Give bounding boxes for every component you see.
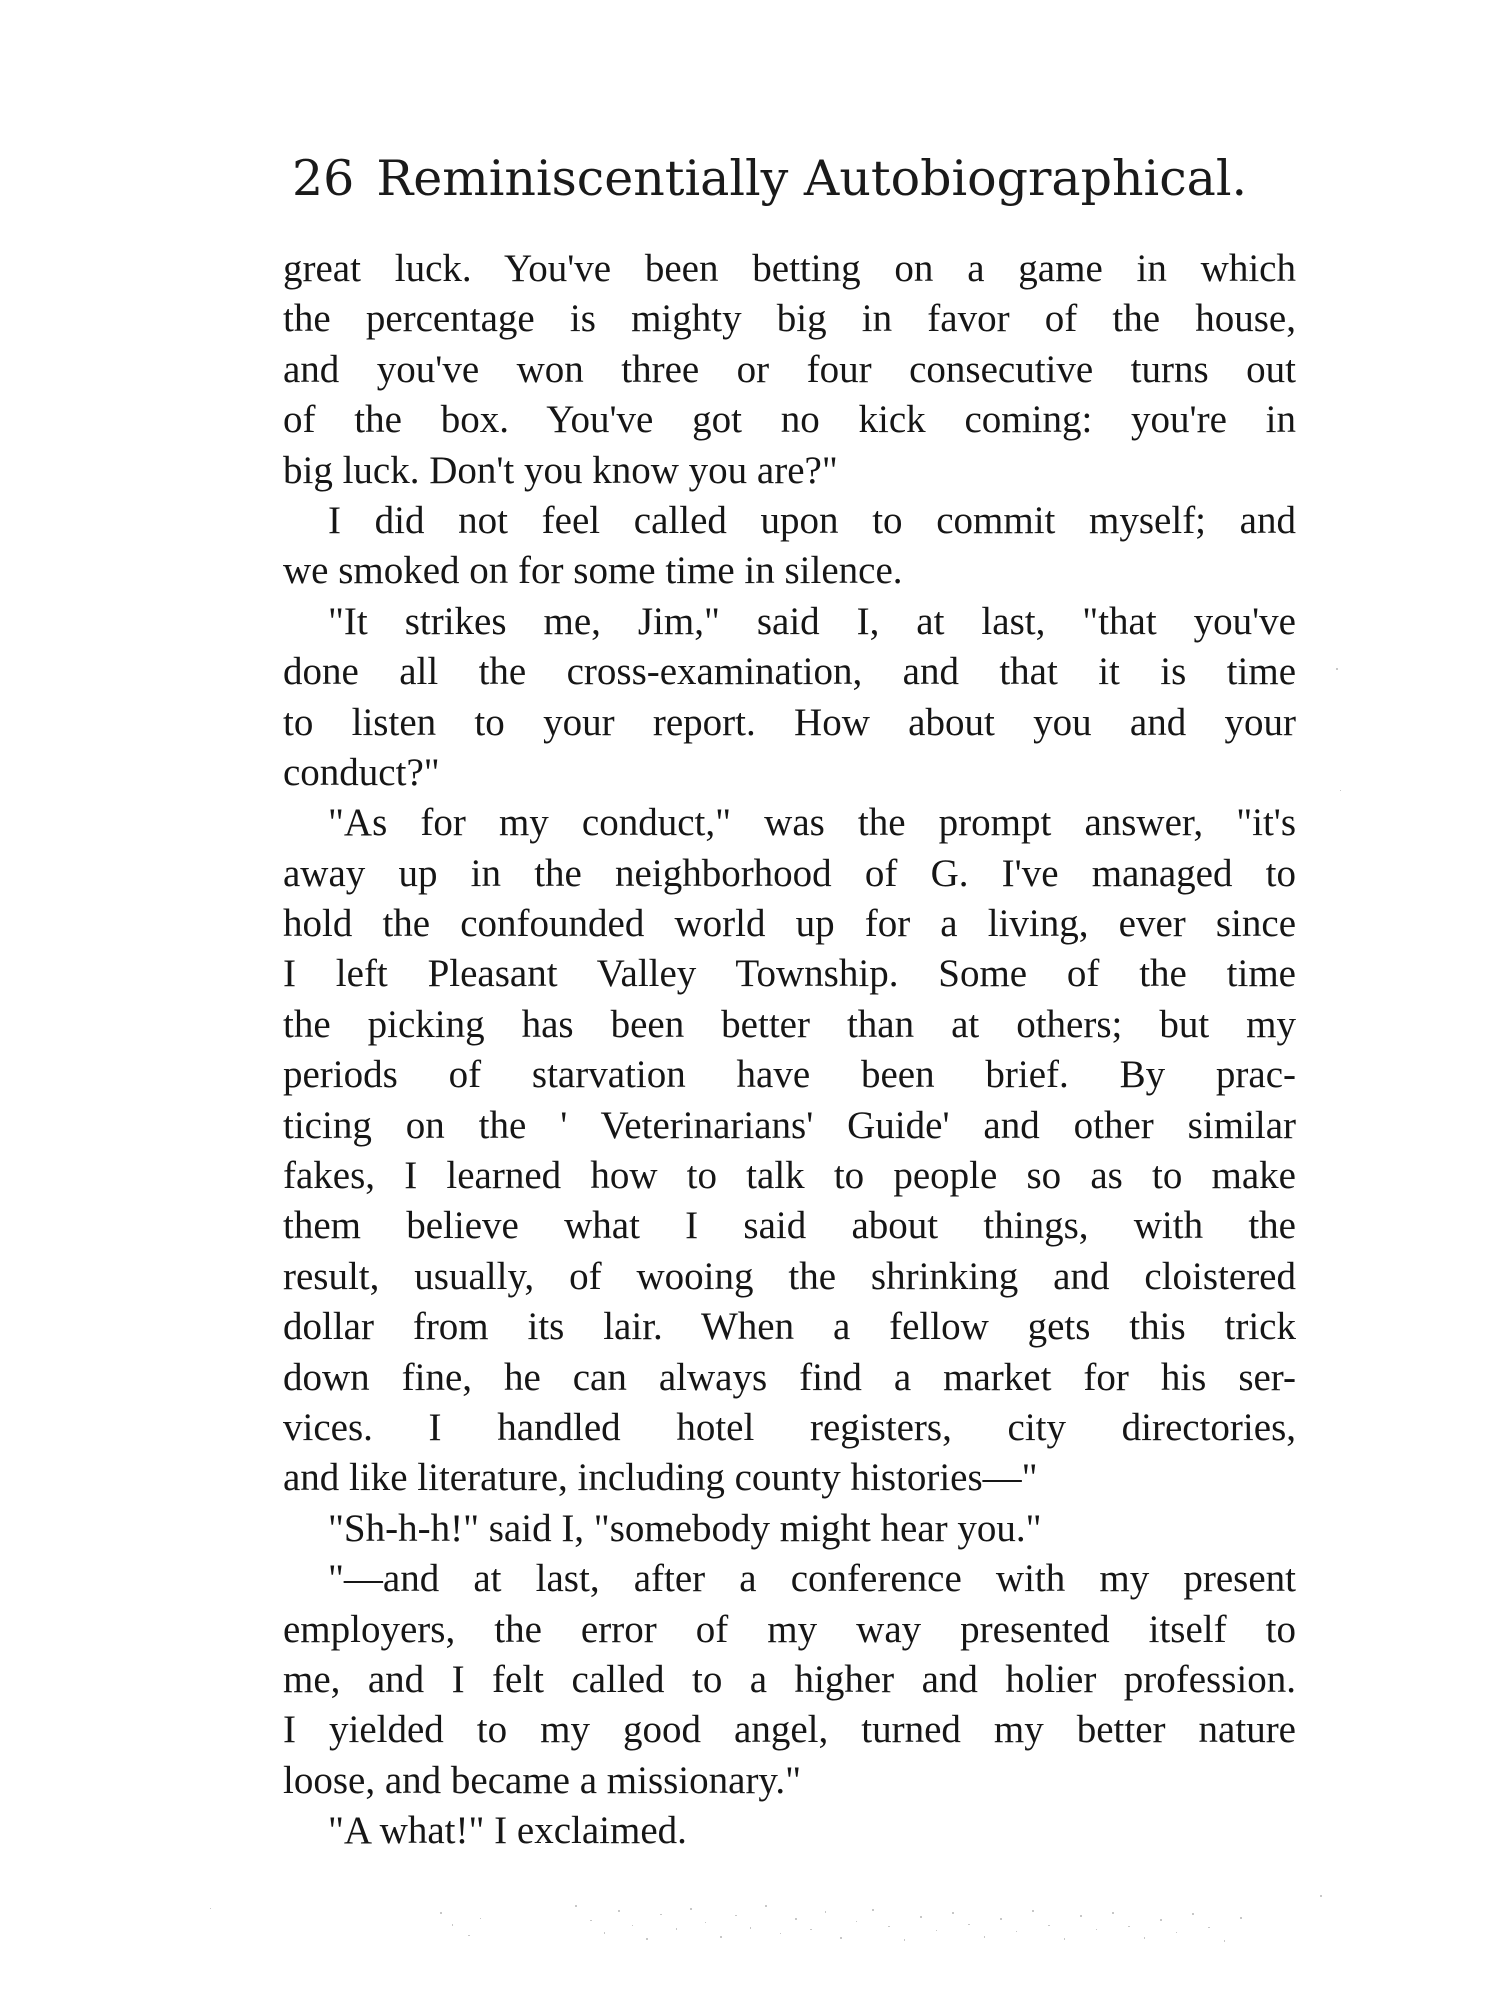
- text-line: big luck. Don't you know you are?": [283, 448, 838, 492]
- text-line: ticing on the ' Veterinarians' Guide' and other similar: [283, 1103, 1296, 1147]
- text-line: conduct?": [283, 750, 440, 794]
- text-line: "A what!" I exclaimed.: [328, 1809, 687, 1853]
- running-title: Reminiscentially Autobiographical.: [376, 150, 1248, 207]
- text-line: and you've won three or four consecutive turns out: [283, 347, 1296, 391]
- text-line: done all the cross-examination, and that it is time: [283, 650, 1296, 694]
- text-line: I yielded to my good angel, turned my better nature: [283, 1708, 1296, 1752]
- text-line: I left Pleasant Valley Township. Some of the time: [283, 952, 1296, 996]
- text-line: employers, the error of my way presented itself to: [283, 1607, 1296, 1651]
- text-line: result, usually, of wooing the shrinking and cloistered: [283, 1254, 1296, 1298]
- text-line: loose, and became a missionary.": [283, 1758, 802, 1802]
- text-line: them believe what I said about things, with the: [283, 1204, 1296, 1248]
- text-line: "—and at last, after a conference with my present: [328, 1557, 1296, 1601]
- text-line: periods of starvation have been brief. By prac-: [283, 1053, 1296, 1097]
- text-line: me, and I felt called to a higher and holier profession.: [283, 1657, 1296, 1701]
- text-line: fakes, I learned how to talk to people so as to make: [283, 1154, 1296, 1198]
- text-line: dollar from its lair. When a fellow gets this trick: [283, 1305, 1296, 1349]
- text-line: "Sh-h-h!" said I, "somebody might hear you.": [328, 1506, 1042, 1550]
- text-line: vices. I handled hotel registers, city directories,: [283, 1405, 1296, 1449]
- running-header: [292, 150, 1248, 230]
- page-number: 26: [292, 150, 355, 207]
- text-line: to listen to your report. How about you and your: [283, 700, 1296, 744]
- body-text: [283, 244, 1296, 1857]
- text-line: great luck. You've been betting on a game in which: [283, 247, 1296, 290]
- text-line: of the box. You've got no kick coming: you're in: [283, 398, 1296, 442]
- text-line: and like literature, including county histories—": [283, 1456, 1038, 1500]
- text-line: the picking has been better than at others; but my: [283, 1002, 1296, 1046]
- text-line: I did not feel called upon to commit myself; and: [328, 498, 1296, 542]
- text-line: away up in the neighborhood of G. I've managed to: [283, 851, 1296, 895]
- text-line: "It strikes me, Jim," said I, at last, "that you've: [328, 599, 1296, 643]
- text-line: "As for my conduct," was the prompt answer, "it's: [328, 801, 1296, 845]
- text-line: the percentage is mighty big in favor of the house,: [283, 297, 1296, 341]
- text-line: hold the confounded world up for a living, ever since: [283, 902, 1296, 946]
- text-line: down fine, he can always find a market for his ser-: [283, 1355, 1296, 1399]
- text-line: we smoked on for some time in silence.: [283, 549, 903, 593]
